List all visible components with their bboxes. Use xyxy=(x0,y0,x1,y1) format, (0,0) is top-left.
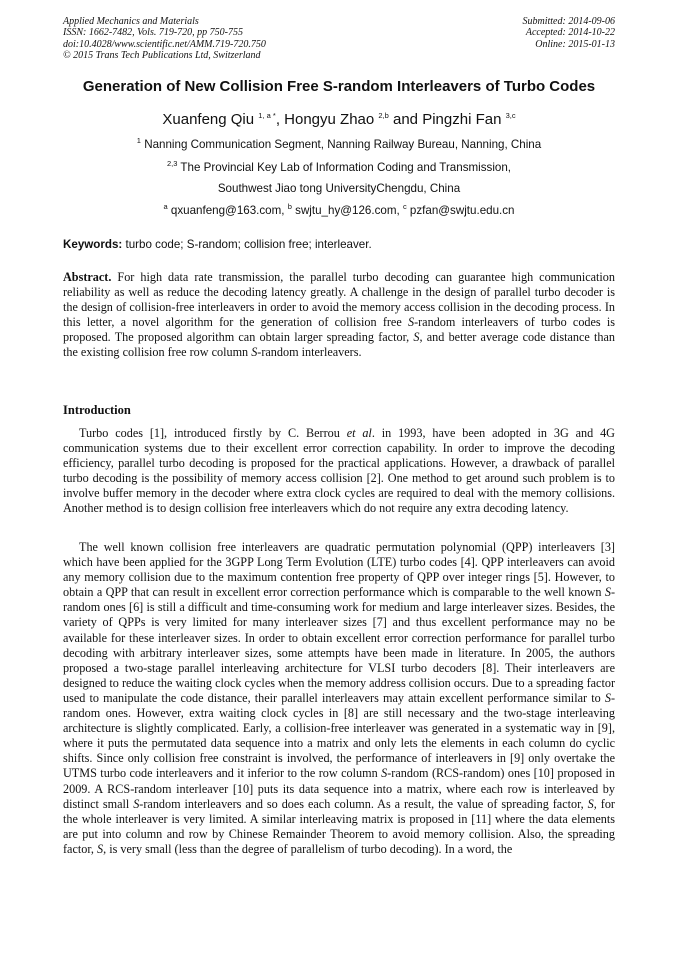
abstract-text: For high data rate transmission, the parallel turbo decoding can guarantee high communication reliability as well as reduce the decoding latency greatly. A challenge in the design of parallel turbo decoder is the design of collision-free interleavers in order to avoid the memory access collision in the decoding process. In this letter, a novel algorithm for the generation of collision free xyxy=(63,270,615,330)
paragraph-text: The well known collision free interleavers are quadratic permutation polynomial (QPP) interleavers [3] which have been applied for the 3GPP Long Term Evolution (LTE) turbo codes [4]. QPP interleavers can avoid any memory collision due to the maximum contention free property of QPP over integer rings [5]. However, to obtain a QPP that can result in excellent error correction performance which is comparable to the well known xyxy=(63,540,615,600)
italic-symbol: S xyxy=(251,345,258,360)
italic-symbol: S xyxy=(604,690,611,705)
header-right xyxy=(523,16,616,50)
paragraph-text: -random ones. However, extra waiting clock cycles in [8] are still necessary and the two-stage interleaving architecture is slightly complicated. Early, a collision-free interleaver was generated in a systematic way in [9], where it puts the permutated data sequence into a matrix and only lets the elements in each column do cyclic shifts. Since only collision free constraint is involved, the performance of interleavers in [9] only overtake the UTMS turbo code interleavers and it inferior to the row column xyxy=(63,690,615,781)
header-left xyxy=(63,16,266,62)
italic-symbol: S xyxy=(407,315,415,330)
italic-symbol: S xyxy=(97,841,104,856)
italic-symbol: S xyxy=(381,766,388,781)
affiliation-superscript: 2,3 xyxy=(166,159,178,169)
affiliation-superscript: 1 xyxy=(136,136,141,146)
paragraph-text: , for the whole interleaver is very limited. A similar interleaving matrix is proposed in [11] where the data elements are put into column and row by Chinese Remainder Theorem to avoid memory collision. Also, the spreading factor, xyxy=(63,796,615,856)
author-superscript: 1, a * xyxy=(258,111,276,120)
introduction-heading: Introduction xyxy=(63,403,131,417)
intro-paragraph-2 xyxy=(63,540,615,857)
keywords-label: Keywords: xyxy=(63,238,123,251)
author-superscript: 3,c xyxy=(505,111,516,120)
affiliation-text: Nanning Communication Segment, Nanning Railway Bureau, Nanning, China xyxy=(144,138,542,151)
author-separator: , xyxy=(275,111,285,128)
keywords-line xyxy=(63,238,615,251)
italic-text: et al xyxy=(346,426,372,440)
author-name: Hongyu Zhao xyxy=(284,111,375,128)
abstract-text: -random interleavers. xyxy=(257,345,362,360)
affiliation-1 xyxy=(40,138,638,151)
affiliation-text: The Provincial Key Lab of Information Coding and Transmission, xyxy=(180,161,512,174)
copyright-line: © 2015 Trans Tech Publications Ltd, Switzerland xyxy=(63,50,261,62)
email-superscript: b xyxy=(287,202,292,212)
italic-symbol: S xyxy=(587,796,594,811)
email-superscript: a xyxy=(163,202,168,212)
affiliation-2-line-2: Southwest Jiao tong UniversityChengdu, China xyxy=(217,182,461,195)
issn-line: ISSN: 1662-7482, Vols. 719-720, pp 750-755 xyxy=(63,27,243,39)
email-address[interactable]: swjtu_hy@126.com, xyxy=(295,204,403,217)
accepted-date: Accepted: 2014-10-22 xyxy=(525,27,615,39)
italic-symbol: S xyxy=(133,796,140,811)
keywords-text: turbo code; S-random; collision free; interleaver. xyxy=(125,238,372,251)
author-emails xyxy=(40,204,638,217)
doi-line[interactable]: doi:10.4028/www.scientific.net/AMM.719-720.750 xyxy=(63,38,266,50)
paper-title: Generation of New Collision Free S-random Interleavers of Turbo Codes xyxy=(82,78,596,95)
author-name: Pingzhi Fan xyxy=(422,111,502,128)
paragraph-text: , is very small (less than the degree of parallelism of turbo decoding). In a word, the xyxy=(103,841,513,856)
italic-symbol: S, xyxy=(413,330,423,345)
affiliation-2 xyxy=(40,161,638,174)
paragraph-text: Turbo codes [1], introduced firstly by C. Berrou xyxy=(79,426,347,440)
italic-symbol: S xyxy=(604,585,611,600)
intro-paragraph-1 xyxy=(63,426,615,517)
email-address[interactable]: pzfan@swjtu.edu.cn xyxy=(409,204,515,217)
abstract-text: and better average code distance than the existing collision free row column xyxy=(63,330,615,360)
abstract-label: Abstract. xyxy=(63,270,112,284)
submitted-date: Submitted: 2014-09-06 xyxy=(522,16,615,27)
abstract-paragraph xyxy=(63,270,615,361)
author-list xyxy=(40,111,638,128)
abstract-text: -random interleavers of turbo codes is proposed. The proposed algorithm can obtain larger spreading factor, xyxy=(63,315,615,345)
paragraph-text: -random ones [6] is still a difficult and time-consuming work for medium and large interleaver sizes. Besides, the variety of QPPs is very limited for many interleaver sizes [7] and thus excellent performance may no be available for these interleaver sizes. In order to obtain excellent error correction performance for parallel turbo decoding with arbitrary interleaver sizes, some attempts have been made in literature. In 2005, the authors proposed a two-stage parallel interleaving architecture for VLSI turbo decoders [8]. Their interleavers are designed to reduce the waiting clock cycles when the memory address collision occurs. Due to a spreading factor used to manipulate the code distance, their parallel interleavers may attain excellent performance similar to xyxy=(63,585,615,705)
paragraph-text: -random interleavers and so does each column. As a result, the value of spreading factor, xyxy=(139,796,588,811)
email-superscript: c xyxy=(402,202,407,212)
author-separator: and xyxy=(388,111,423,128)
online-date: Online: 2015-01-13 xyxy=(535,38,615,50)
email-address[interactable]: qxuanfeng@163.com, xyxy=(170,204,288,217)
author-name: Xuanfeng Qiu xyxy=(162,111,255,128)
paragraph-text: -random (RCS-random) ones [10] proposed in 2009. A RCS-random interleaver [10] puts its data sequence into a matrix, where each row is interleaved by distinct small xyxy=(63,766,615,811)
author-superscript: 2,b xyxy=(378,111,389,120)
paragraph-text: . in 1993, have been adopted in 3G and 4G communication systems due to their excellent error correction capability. In order to improve the decoding efficiency, parallel turbo decoding is proposed for the practical applications. However, a drawback of parallel turbo decoding is the possibility of memory access collision [2]. One method to get around such problem is to involve buffer memory in the decoder where extra clock cycles are required to deal with the memory collisions. Another method is to design collision free interleavers which do not require any extra decoding latency. xyxy=(63,426,615,516)
journal-name: Applied Mechanics and Materials xyxy=(63,16,199,27)
